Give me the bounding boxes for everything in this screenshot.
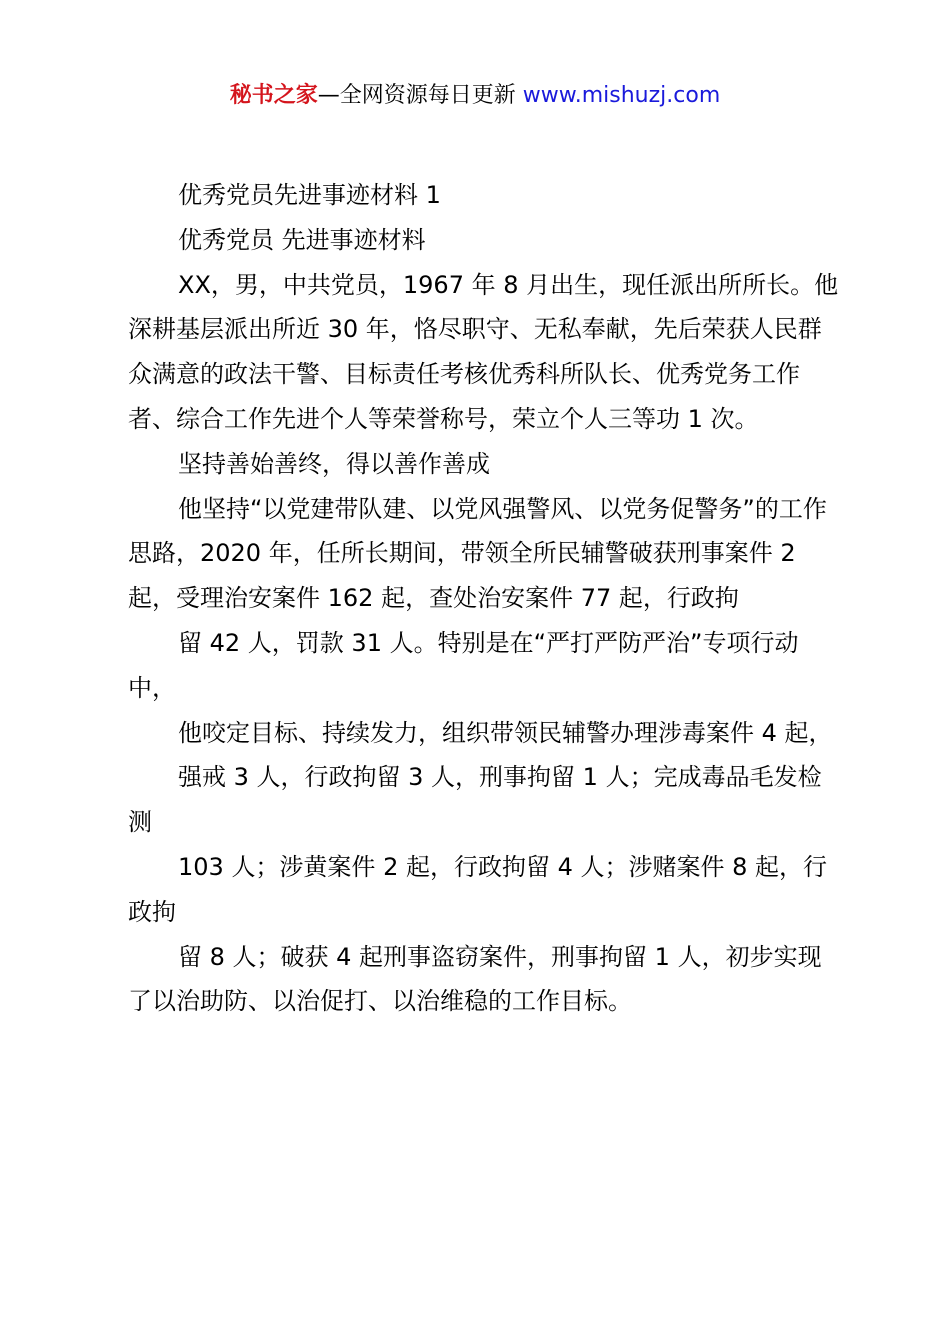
page-header <box>0 80 950 112</box>
paragraph: 留 8 人；破获 4 起刑事盗窃案件，刑事拘留 1 人，初步实现了以治助防、以治促打、以治维稳的工作目标。 <box>128 942 822 1016</box>
brand-name: 秘书之家 <box>229 83 318 108</box>
paragraph-intro: XX，男，中共党员，1967 年 8 月出生，现任派出所所长。他深耕基层派出所近 30 年，恪尽职守、无私奉献，先后荣获人民群众满意的政法干警、目标责任考核优秀科所队长、优秀党务工作者、综合工作先进个人等荣誉称号，荣立个人三等功 1 次。 <box>128 270 839 433</box>
paragraph: 他坚持“以党建带队建、以党风强警风、以党务促警务”的工作思路，2020 年，任所长期间，带领全所民辅警破获刑事案件 2 起，受理治安案件 162 起，查处治安案件 77 起，行政拘 <box>128 494 827 613</box>
paragraph: 103 人；涉黄案件 2 起，行政拘留 4 人；涉赌案件 8 起，行政拘 <box>128 852 828 926</box>
paragraph: 强戒 3 人，行政拘留 3 人，刑事拘留 1 人；完成毒品毛发检测 <box>128 763 822 837</box>
header-tagline: —全网资源每日更新 <box>317 83 523 108</box>
document-subtitle: 优秀党员 先进事迹材料 <box>178 225 426 254</box>
document-body <box>128 173 840 1024</box>
document-title: 优秀党员先进事迹材料 1 <box>178 181 441 209</box>
section-heading: 坚持善始善终，得以善作善成 <box>178 449 490 478</box>
paragraph: 他咬定目标、持续发力，组织带领民辅警办理涉毒案件 4 起， <box>178 718 833 747</box>
site-url-link[interactable]: www.mishuzj.com <box>522 83 721 108</box>
paragraph: 留 42 人，罚款 31 人。特别是在“严打严防严治”专项行动中， <box>128 628 799 702</box>
